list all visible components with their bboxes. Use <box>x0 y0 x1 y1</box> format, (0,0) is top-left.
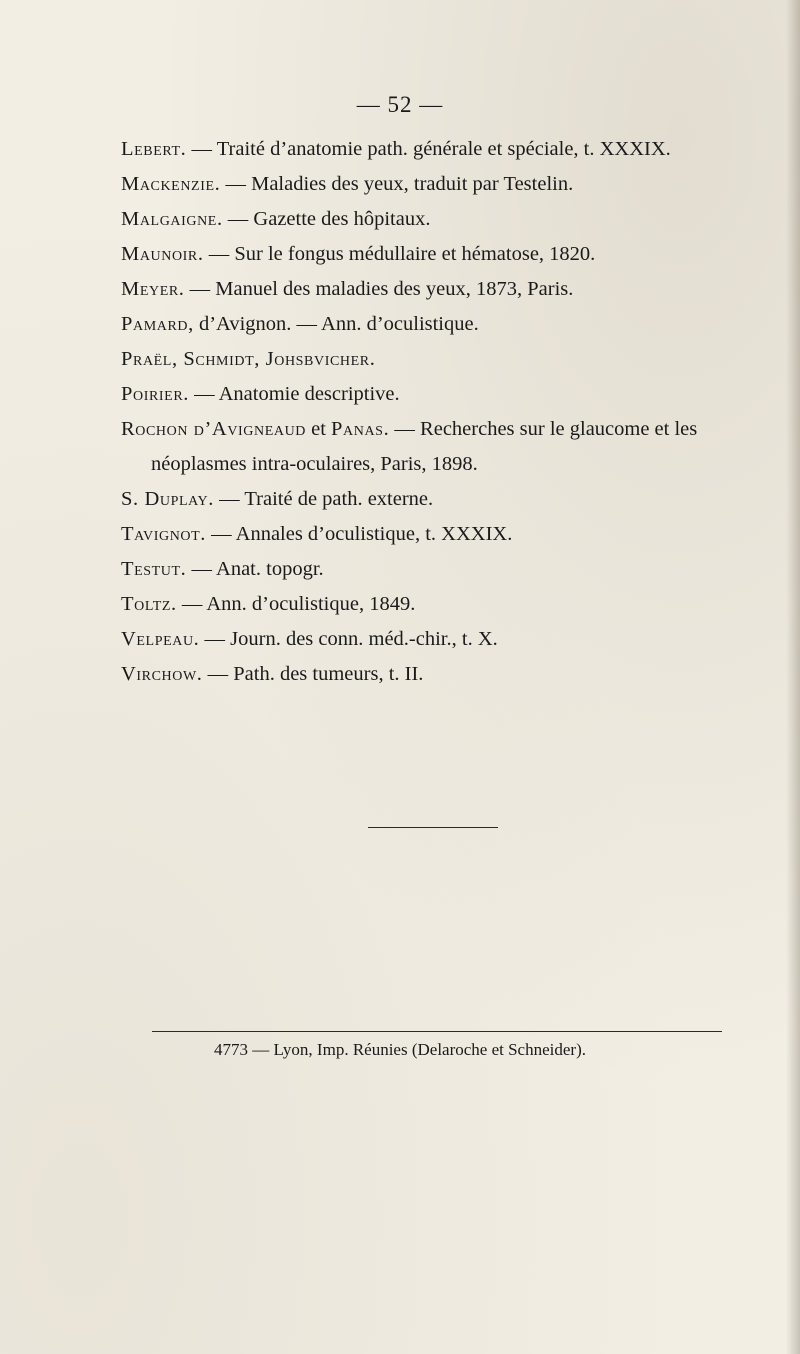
bibliography-entry <box>121 202 761 237</box>
entry-text: d’Avignon. — Ann. d’oculistique. <box>193 313 479 335</box>
entry-author: Malgaigne. <box>121 208 223 230</box>
bibliography-entry <box>121 377 761 412</box>
bibliography-entry <box>121 622 761 657</box>
entry-author: Mackenzie. <box>121 173 221 195</box>
entry-text: — Traité d’anatomie path. générale et spéciale, t. XXXIX. <box>186 138 671 160</box>
bibliography-list <box>121 132 761 692</box>
entry-text: — Anat. topogr. <box>186 558 324 580</box>
entry-author: Praël, Schmidt, Johsbvicher. <box>121 348 376 370</box>
bibliography-entry <box>121 272 761 307</box>
bibliography-entry <box>121 342 761 377</box>
bibliography-entry <box>121 482 761 517</box>
entry-text: — Traité de path. externe. <box>213 488 434 510</box>
entry-author: Meyer. <box>121 278 185 300</box>
entry-text: — Sur le fongus médullaire et hématose, 1820. <box>203 243 596 265</box>
page-edge-shadow <box>786 0 800 1354</box>
entry-text: — Maladies des yeux, traduit par Testelin. <box>220 173 574 195</box>
entry-text: — Recherches sur le glaucome et les néoplasmes intra-oculaires, Paris, 1898. <box>151 418 698 475</box>
entry-author: Maunoir. <box>121 243 204 265</box>
page-number: — 52 — <box>356 92 444 117</box>
section-divider <box>368 827 498 828</box>
entry-author: Toltz. <box>121 593 177 615</box>
bibliography-entry <box>121 307 761 342</box>
entry-connector: et <box>306 418 332 440</box>
bibliography-entry <box>121 552 761 587</box>
entry-author: Virchow. <box>121 663 203 685</box>
entry-text: — Manuel des maladies des yeux, 1873, Paris. <box>184 278 574 300</box>
bibliography-entry <box>121 657 761 692</box>
entry-author: Tavignot. <box>121 523 207 545</box>
bibliography-entry <box>121 132 761 167</box>
bibliography-entry <box>121 587 761 622</box>
entry-text: — Ann. d’oculistique, 1849. <box>176 593 416 615</box>
entry-text: — Journ. des conn. méd.-chir., t. X. <box>199 628 498 650</box>
entry-author: Poirier. <box>121 383 189 405</box>
entry-text: — Annales d’oculistique, t. XXXIX. <box>206 523 513 545</box>
entry-text: — Anatomie descriptive. <box>189 383 400 405</box>
bibliography-entry <box>121 412 761 482</box>
printer-imprint: 4773 — Lyon, Imp. Réunies (Delaroche et Schneider). <box>213 1040 586 1059</box>
bibliography-entry <box>121 237 761 272</box>
entry-author-2: Panas. <box>331 418 390 440</box>
entry-author: S. Duplay. <box>121 488 214 510</box>
entry-author: Testut. <box>121 558 187 580</box>
entry-author: Rochon d’Avigneaud <box>121 418 306 440</box>
bibliography-entry <box>121 167 761 202</box>
entry-text: — Gazette des hôpitaux. <box>222 208 431 230</box>
entry-author: Velpeau. <box>121 628 200 650</box>
bibliography-entry <box>121 517 761 552</box>
entry-text: — Path. des tumeurs, t. II. <box>202 663 424 685</box>
imprint-rule <box>152 1031 722 1032</box>
entry-author: Pamard, <box>121 313 194 335</box>
entry-author: Lebert. <box>121 138 187 160</box>
